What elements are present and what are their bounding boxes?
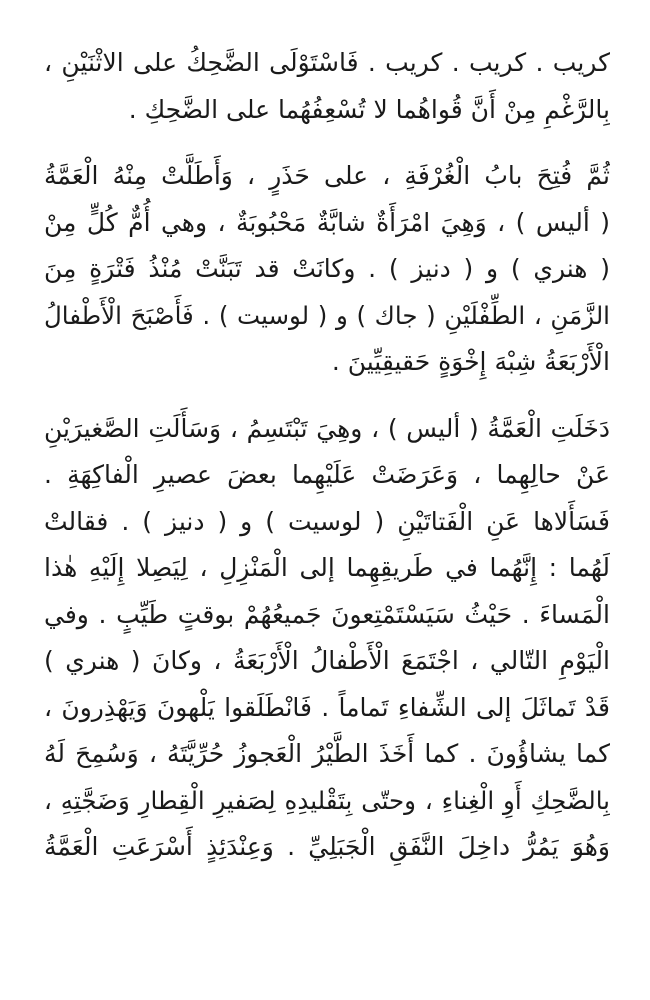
text-line: الْمَساءَ . حَيْثُ سَيَسْتَمْتِعونَ جَميعُهُمْ بوقتٍ طَيِّبٍ . وفي (44, 599, 610, 629)
text-line: عَنْ حالِهِما ، وَعَرَضَتْ عَلَيْهِما بعضَ عصيرِ الْفاكِهَةِ . (44, 460, 610, 489)
paragraph-3 (44, 406, 610, 871)
book-page (44, 40, 610, 980)
text-line: بِالضَّحِكِ أَوِ الْغِناءِ ، وحتّى بِتَقْليدِهِ لِصَفيرِ الْقِطارِ وَضَجَّتِهِ ، (44, 785, 610, 815)
text-line: الزَّمَنِ ، الطِّفْلَيْنِ ( جاك ) و ( لوسيت ) . فَأَصْبَحَ الْأَطْفالُ (44, 300, 610, 330)
text-line: بِالرَّغْمِ مِنْ أَنَّ قُواهُما لا تُسْعِفُهُما على الضَّحِكِ . (128, 94, 610, 124)
paragraph-gap (44, 386, 610, 406)
text-line: الْأَرْبَعَةُ شِبْهَ إِخْوَةٍ حَقيقِيِّينَ . (331, 347, 610, 376)
text-line: ( هنري ) و ( دنيز ) . وكانَتْ قد تَبَنَّتْ مُنْذُ فَتْرَةٍ مِنَ (44, 254, 610, 283)
text-line: وَهُوَ يَمُرُّ داخِلَ النَّفَقِ الْجَبَلِيِّ . وَعِنْدَئِذٍ أَسْرَعَتِ الْعَمَّةُ (44, 832, 610, 861)
paragraph-1 (44, 40, 610, 133)
text-line: لَهُما : إِنَّهُما في طَريقِهِما إلى الْمَنْزِلِ ، لِيَصِلا إِلَيْهِ هٰذا (44, 553, 610, 582)
text-line: كريب . كريب . كريب . فَاسْتَوْلَى الضَّحِكُ على الاثْنَيْنِ ، (44, 48, 610, 77)
paragraph-gap (44, 133, 610, 153)
text-line: ثُمَّ فُتِحَ بابُ الْغُرْفَةِ ، على حَذَرٍ ، وَأَطَلَّتْ مِنْهُ الْعَمَّةُ (44, 161, 610, 190)
text-line: كما يشاؤُونَ . كما أَخَذَ الطَّيْرُ الْعَجوزُ حُرِّيَّتَهُ ، وَسُمِحَ لَهُ (44, 739, 610, 768)
text-line: دَخَلَتِ الْعَمَّةُ ( أليس ) ، وهِيَ تَبْتَسِمُ ، وَسَأَلَتِ الصَّغيرَيْنِ (44, 413, 610, 443)
text-line: الْيَوْمِ التّالي ، اجْتَمَعَ الْأَطْفالُ الْأَرْبَعَةُ ، وكانَ ( هنري ) (44, 646, 610, 675)
text-line: فَسَأَلاها عَنِ الْفَتاتَيْنِ ( لوسيت ) و ( دنيز ) . فقالتْ (44, 506, 610, 536)
text-line: قَدْ تَماثَلَ إلى الشِّفاءِ تَماماً . فَانْطَلَقوا يَلْهونَ وَيَهْذِرونَ ، (44, 692, 610, 722)
paragraph-2 (44, 153, 610, 386)
text-line: ( أليس ) ، وَهِيَ امْرَأَةٌ شابَّةٌ مَحْبُوبَةٌ ، وهي أُمٌّ كُلٍّ مِنْ (44, 207, 610, 237)
